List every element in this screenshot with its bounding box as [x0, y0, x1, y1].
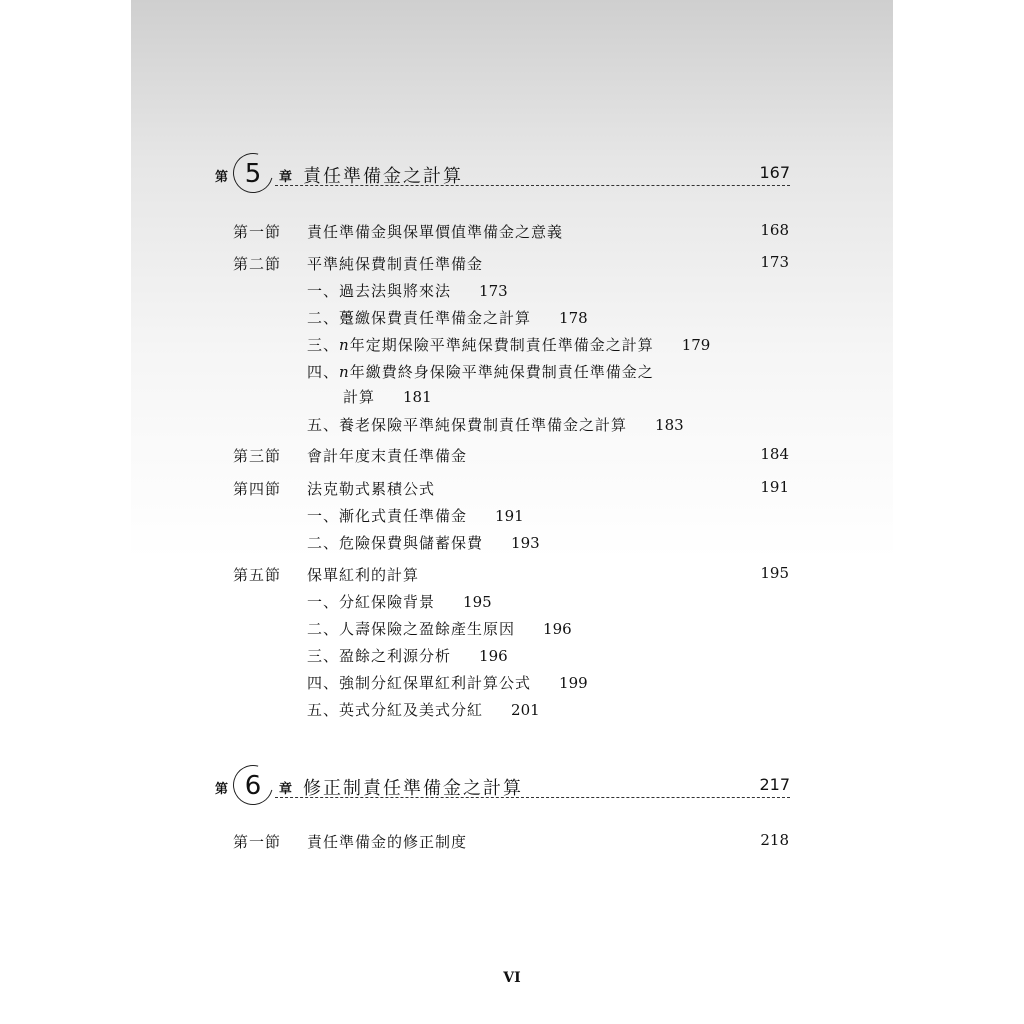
section-title: 平準純保費制責任準備金 — [307, 255, 484, 273]
item-page: 178 — [559, 309, 588, 327]
toc-item — [307, 307, 588, 328]
chapter-suffix: 章 — [279, 170, 293, 185]
section-title: 會計年度末責任準備金 — [307, 447, 468, 465]
toc-item — [307, 334, 710, 355]
item-text: 危險保費與儲蓄保費 — [339, 534, 484, 552]
toc-item — [307, 672, 588, 693]
item-page: 181 — [403, 388, 432, 406]
item-variable: n — [339, 363, 350, 381]
section-label: 第三節 — [233, 447, 282, 465]
section-page: 218 — [760, 831, 789, 849]
section-page: 195 — [760, 564, 789, 582]
item-text: 英式分紅及美式分紅 — [339, 701, 484, 719]
chapter-title: 責任準備金之計算 — [303, 166, 463, 187]
chapter-number: 5 — [244, 159, 262, 189]
item-text: 年繳費終身保險平準純保費制責任準備金之 — [349, 363, 654, 381]
item-text: 強制分紅保單紅利計算公式 — [339, 674, 532, 692]
section-title: 法克勒式累積公式 — [307, 480, 436, 498]
item-prefix: 五、 — [307, 701, 340, 719]
item-text: 漸化式責任準備金 — [339, 507, 468, 525]
page-folio: VI — [503, 970, 521, 986]
item-page: 199 — [559, 674, 588, 692]
section-page: 168 — [760, 221, 789, 239]
item-text: 人壽保險之盈餘產生原因 — [339, 620, 516, 638]
chapter-underline — [275, 185, 790, 186]
item-prefix: 四、 — [307, 674, 340, 692]
section-label: 第四節 — [233, 480, 282, 498]
section-label: 第二節 — [233, 255, 282, 273]
item-text: 計算 — [343, 388, 376, 406]
item-prefix: 二、 — [307, 620, 340, 638]
toc-item — [307, 414, 684, 435]
section-title: 責任準備金的修正制度 — [307, 833, 468, 851]
item-text: 躉繳保費責任準備金之計算 — [339, 309, 532, 327]
item-text: 養老保險平準純保費制責任準備金之計算 — [339, 416, 628, 434]
toc-item — [307, 699, 540, 720]
item-prefix: 一、 — [307, 593, 340, 611]
toc-item — [307, 532, 540, 553]
chapter-number: 6 — [244, 771, 262, 801]
chapter-heading-5 — [215, 153, 790, 193]
chapter-prefix: 第 — [215, 170, 229, 185]
toc-item — [307, 645, 508, 666]
section-page: 184 — [760, 445, 789, 463]
item-page: 196 — [479, 647, 508, 665]
toc-item — [307, 505, 524, 526]
item-variable: n — [339, 336, 350, 354]
item-page: 195 — [463, 593, 492, 611]
item-prefix: 一、 — [307, 282, 340, 300]
section-label: 第一節 — [233, 833, 282, 851]
chapter-page: 167 — [759, 163, 790, 182]
item-page: 191 — [495, 507, 524, 525]
item-text: 分紅保險背景 — [339, 593, 436, 611]
item-page: 179 — [681, 336, 711, 354]
toc-item — [307, 591, 492, 612]
item-prefix: 三、 — [307, 336, 340, 354]
toc-item — [307, 361, 654, 382]
section-label: 第一節 — [233, 223, 282, 241]
chapter-underline — [275, 797, 790, 798]
section-page: 191 — [760, 478, 789, 496]
item-page: 196 — [543, 620, 572, 638]
chapter-title: 修正制責任準備金之計算 — [303, 778, 523, 799]
chapter-heading-6 — [215, 765, 790, 805]
section-page: 173 — [760, 253, 789, 271]
chapter-page: 217 — [759, 775, 790, 794]
toc-item — [307, 618, 572, 639]
item-text: 年定期保險平準純保費制責任準備金之計算 — [349, 336, 654, 354]
item-prefix: 二、 — [307, 309, 340, 327]
item-prefix: 三、 — [307, 647, 340, 665]
item-page: 193 — [511, 534, 540, 552]
item-prefix: 四、 — [307, 363, 340, 381]
item-prefix: 二、 — [307, 534, 340, 552]
item-text: 過去法與將來法 — [339, 282, 452, 300]
item-page: 173 — [479, 282, 508, 300]
section-title: 保單紅利的計算 — [307, 566, 420, 584]
item-page: 201 — [511, 701, 540, 719]
toc-item — [307, 280, 508, 301]
item-page: 183 — [655, 416, 684, 434]
section-label: 第五節 — [233, 566, 282, 584]
item-prefix: 一、 — [307, 507, 340, 525]
toc-item-continuation — [343, 386, 432, 407]
item-text: 盈餘之利源分析 — [339, 647, 452, 665]
chapter-suffix: 章 — [279, 782, 293, 797]
chapter-prefix: 第 — [215, 782, 229, 797]
section-title: 責任準備金與保單價值準備金之意義 — [307, 223, 564, 241]
item-prefix: 五、 — [307, 416, 340, 434]
